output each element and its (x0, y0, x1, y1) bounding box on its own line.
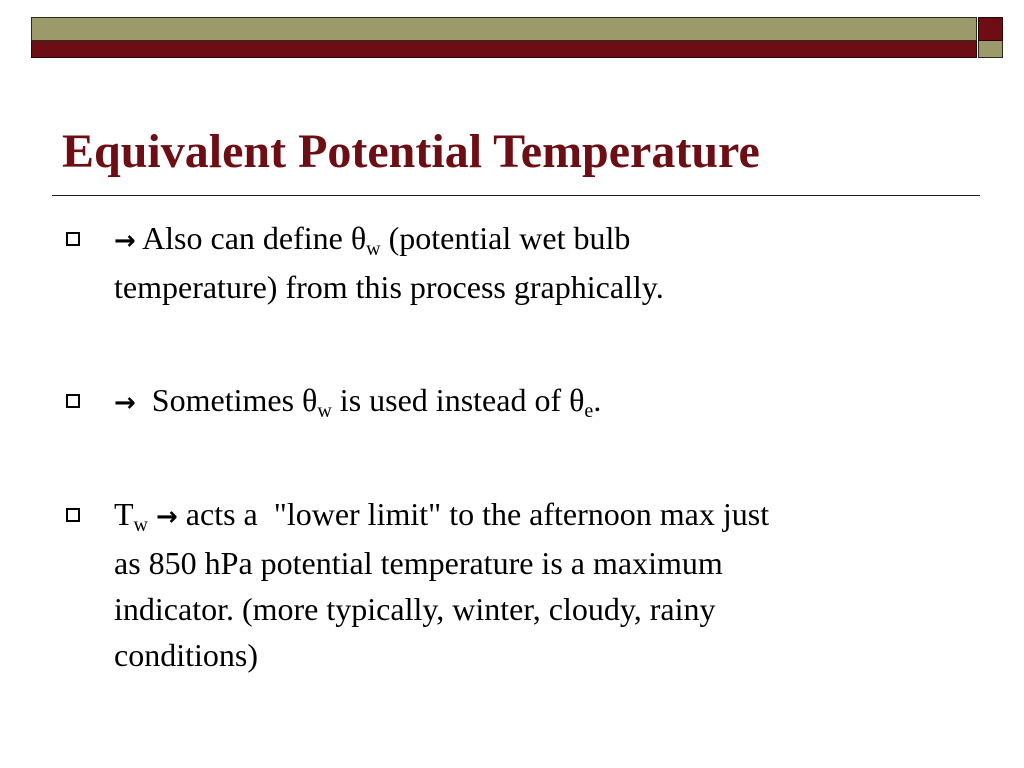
top-bar-olive (31, 17, 977, 41)
bullet-square-icon (66, 508, 80, 522)
bullet-3-line-1: $T_w$ → acts a "lower limit" to the afternoon max just (114, 496, 770, 536)
right-arrow-icon: → (114, 226, 136, 256)
bullet-3-line-2: as 850 hPa potential temperature is a maximum (114, 545, 723, 581)
slide-title: Equivalent Potential Temperature (62, 125, 760, 178)
bullet-2-line-1: → Sometimes $\theta_w$ is used instead of $\theta_e$. (114, 382, 602, 422)
bullet-item-2 (114, 377, 964, 426)
bullet-3-line-4: conditions) (114, 637, 258, 673)
bullet-square-icon (66, 232, 80, 246)
bullet-square-icon (66, 394, 80, 408)
bullet-1-line-2: temperature) from this process graphically. (114, 269, 664, 305)
title-divider (52, 195, 980, 196)
corner-square-olive (978, 41, 1003, 58)
bullet-3-line-3: indicator. (more typically, winter, cloudy, rainy (114, 591, 716, 627)
bullet-item-3 (114, 491, 964, 678)
bullet-1-line-1: → Also can define $\theta_w$ (potential wet bulb (114, 220, 631, 260)
bullet-item-1 (114, 215, 964, 310)
corner-square-maroon (978, 17, 1003, 41)
right-arrow-icon: → (156, 502, 178, 532)
right-arrow-icon: → (114, 388, 136, 418)
top-bar-maroon (31, 41, 977, 58)
